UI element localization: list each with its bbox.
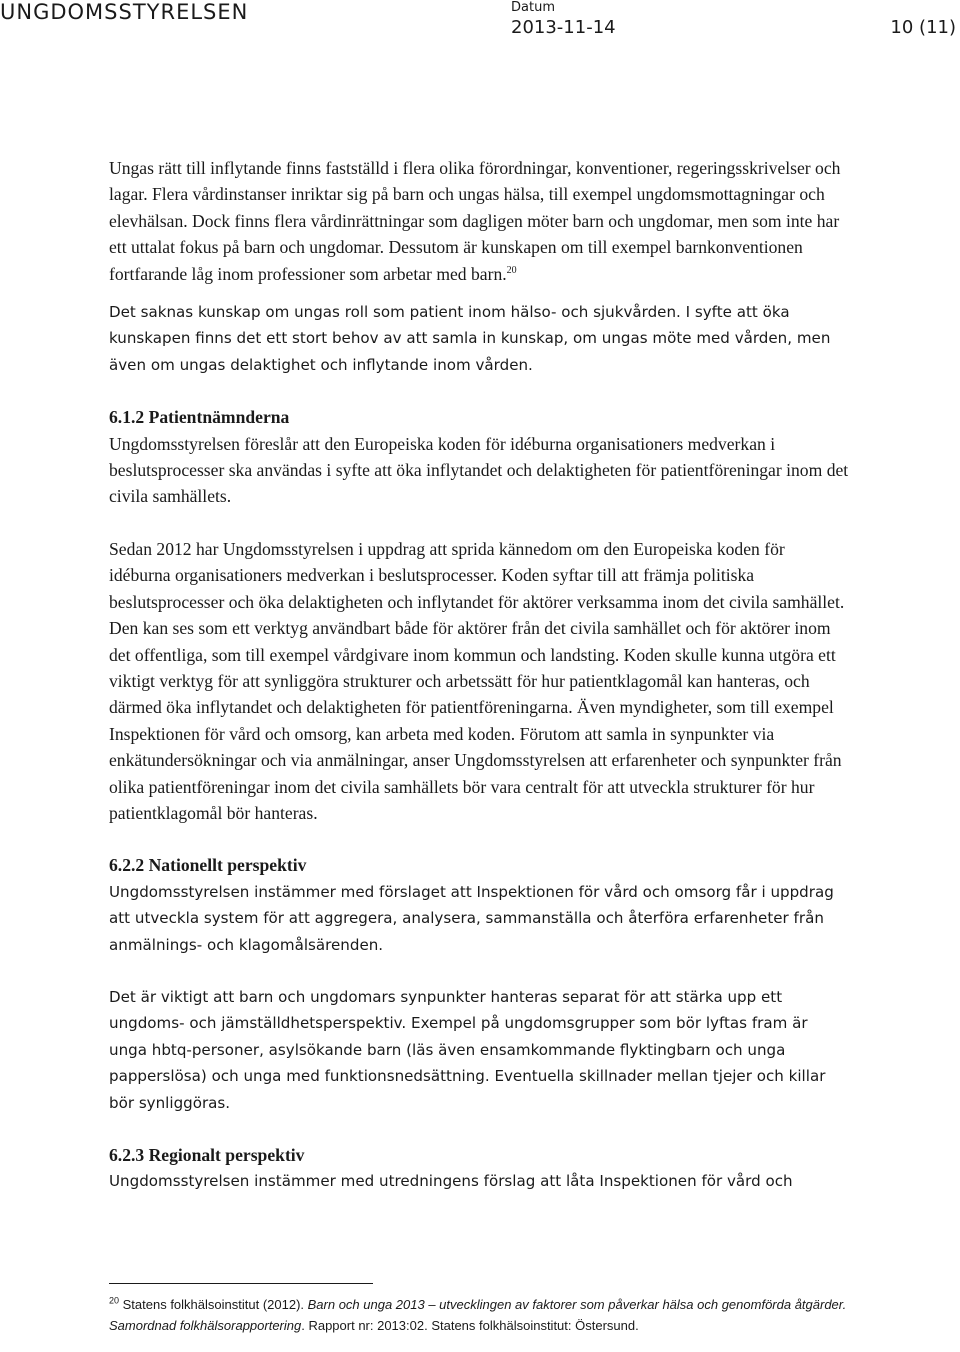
document-date: 2013-11-14 [511, 17, 616, 38]
section-heading-6-2-3: 6.2.3 Regionalt perspektiv [109, 1145, 305, 1165]
paragraph-koden-uppdrag: Sedan 2012 har Ungdomsstyrelsen i uppdrag att sprida kännedom om den Europeiska koden för idéburna organisationers medverkan i beslutsprocesser. Koden syftar till att främja politiska beslutsprocesser och öka delaktigheten och inflytandet för aktörer verksamma inom det civila samhället. Den kan ses som ett verktyg användbart både för aktörer från det civila samhället och för aktörer inom det offentliga, som till exempel vårdgivare inom kommun och landsting. Koden skulle kunna utgöra ett viktigt verktyg för att synliggöra strukturer och arbetssätt för hur patientklagomål kan hanteras, och därmed öka inflytandet och delaktigheten för patientföreningarna. Även myndigheter, som till exempel Inspektionen för vård och omsorg, kan arbeta med koden. Förutom att samla in synpunkter via enkätundersökningar och via anmälningar, anser Ungdomsstyrelsen att erfarenheter och synpunkter från olika patientföreningar inom det civila samhällets bör vara centralt för att utveckla strukturer för hur patientklagomål bör hanteras. [109, 538, 845, 823]
footnote [109, 1294, 849, 1336]
paragraph-text-sans: Det saknas kunskap om ungas roll som patient inom hälso- och sjukvården. [109, 303, 681, 322]
document-body [109, 155, 849, 1195]
paragraph-text: Ungas rätt till inflytande finns fastställd i flera olika förordningar, konventioner, regeringsskrivelser och lagar. Flera vårdinstanser inriktar sig på barn och ungas hälsa, till exempel ungdomsmottagningar och elevhälsan. Dock finns flera vårdinrättningar som dagligen möter barn och ungdomar, men som inte har ett uttalat fokus på barn och ungdomar. Dessutom är kunskapen om till exempel barnkonventionen fortfarande låg inom professioner som arbetar med barn. [109, 158, 841, 284]
paragraph-regionalt: Ungdomsstyrelsen instämmer med utredningens förslag att låta Inspektionen för vård och [109, 1172, 793, 1191]
section-heading-6-2-2: 6.2.2 Nationellt perspektiv [109, 855, 307, 876]
page-number: 10 (11) [890, 17, 956, 38]
paragraph-kunskap [109, 299, 849, 378]
footnote-mark: 20 [109, 1295, 120, 1306]
organization-name: UNGDOMSSTYRELSEN [0, 0, 249, 24]
paragraph-inflytande [109, 155, 849, 287]
footnote-text-end: . Rapport nr: 2013:02. Statens folkhälsoinstitut: Östersund. [301, 1318, 639, 1333]
paragraph-ungdomsperspektiv: Det är viktigt att barn och ungdomars synpunkter hanteras separat för att stärka upp ett ungdoms- och jämställdhetsperspektiv. Exempel på ungdomsgrupper som bör lyftas fram är unga hbtq-personer, asylsökande barn (läs även ensamkommande flyktingbarn och unga papperslösa) och unga med funktionsnedsättning. Eventuella skillnader mellan tjejer och killar bör synliggöras. [109, 987, 826, 1112]
footnote-text: Statens folkhälsoinstitut (2012). [119, 1297, 308, 1312]
paragraph-koden-forslag: Ungdomsstyrelsen föreslår att den Europeiska koden för idéburna organisationers medverkan i beslutsprocesser ska användas i syfte att öka inflytandet och delaktigheten för patientföreningar inom det civila samhällets. [109, 433, 849, 507]
paragraph-text-sans-cont: I syfte att öka kunskapen finns det ett stort behov av att samla in kunskap, om ungas möte med vården, men även om ungas delaktighet och inflytande inom vården. [109, 303, 831, 374]
paragraph-nationellt: Ungdomsstyrelsen instämmer med förslaget att Inspektionen för vård och omsorg får i uppdrag att utveckla system för att aggregera, analysera, sammanställa och återföra erfarenheter från anmälnings- och klagomålsärenden. [109, 882, 834, 954]
footnote-reference: 20 [506, 264, 517, 276]
footnote-title: Barn och unga 2013 – utvecklingen av faktorer som påverkar hälsa och genomförda åtgärder. Samordnad folkhälsorapportering [109, 1297, 847, 1333]
date-label: Datum [511, 0, 555, 15]
section-heading-6-1-2: 6.1.2 Patientnämnderna [109, 407, 290, 428]
footnote-separator [109, 1283, 373, 1284]
page-header [0, 0, 960, 50]
